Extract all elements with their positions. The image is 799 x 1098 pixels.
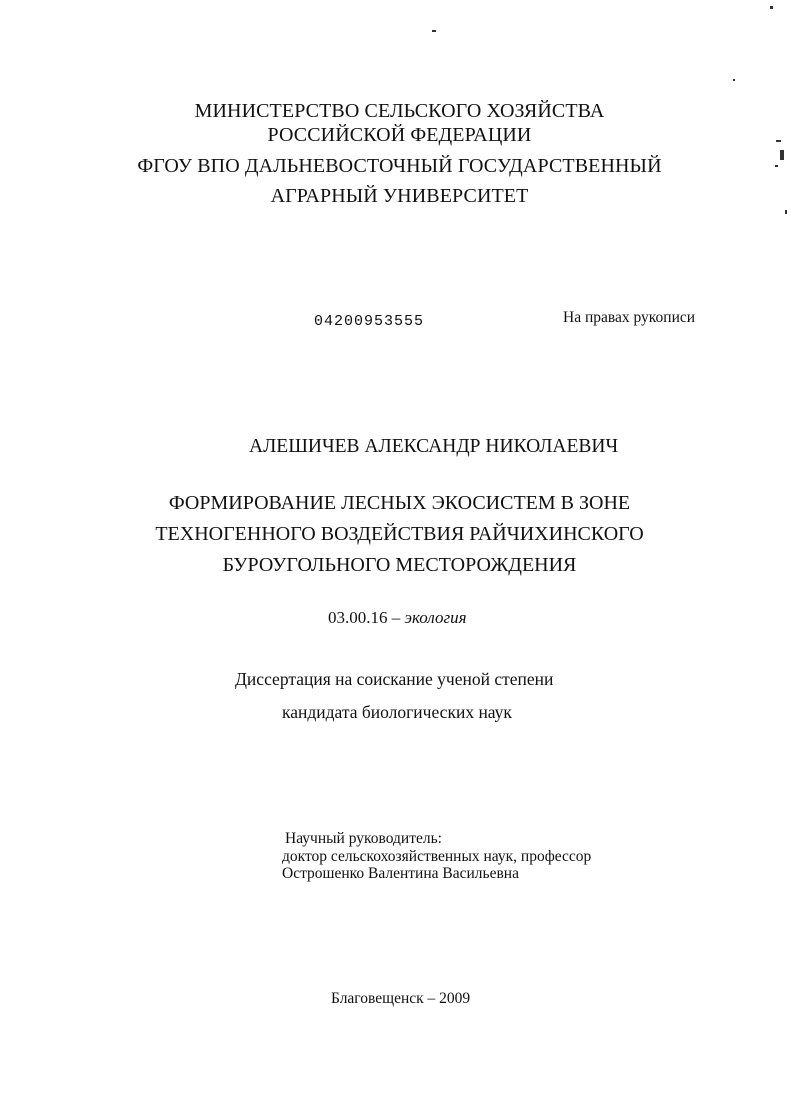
specialty-code: 03.00.16 – [328,608,401,627]
ministry-line: МИНИСТЕРСТВО СЕЛЬСКОГО ХОЗЯЙСТВА [194,100,605,122]
degree-line-2: кандидата биологических наук [282,702,512,722]
place-year: Благовещенск – 2009 [331,990,471,1007]
specialty [328,608,467,628]
university-line-2: АГРАРНЫЙ УНИВЕРСИТЕТ [270,185,529,207]
manuscript-rights: На правах рукописи [563,309,696,326]
university-line: ФГОУ ВПО ДАЛЬНЕВОСТОЧНЫЙ ГОСУДАРСТВЕННЫЙ [137,155,662,177]
scan-speck [432,30,436,32]
scan-speck [770,6,773,9]
thesis-title-line-2: ТЕХНОГЕННОГО ВОЗДЕЙСТВИЯ РАЙЧИХИНСКОГО [155,523,644,545]
author-name: АЛЕШИЧЕВ АЛЕКСАНДР НИКОЛАЕВИЧ [249,436,619,457]
scan-speck [733,79,735,81]
advisor-name: Острошенко Валентина Васильевна [282,865,519,882]
scan-speck [785,210,787,214]
specialty-name: экология [404,608,467,627]
degree-line-1: Диссертация на соискание ученой степени [235,669,554,689]
thesis-title-line-1: ФОРМИРОВАНИЕ ЛЕСНЫХ ЭКОСИСТЕМ В ЗОНЕ [168,492,631,514]
catalog-number: 04200953555 [314,313,425,330]
thesis-title-line-3: БУРОУГОЛЬНОГО МЕСТОРОЖДЕНИЯ [222,554,577,576]
advisor-credentials: доктор сельскохозяйственных наук, профессор [282,848,592,865]
federation-line: РОССИЙСКОЙ ФЕДЕРАЦИИ [267,124,532,146]
advisor-label: Научный руководитель: [285,830,442,847]
